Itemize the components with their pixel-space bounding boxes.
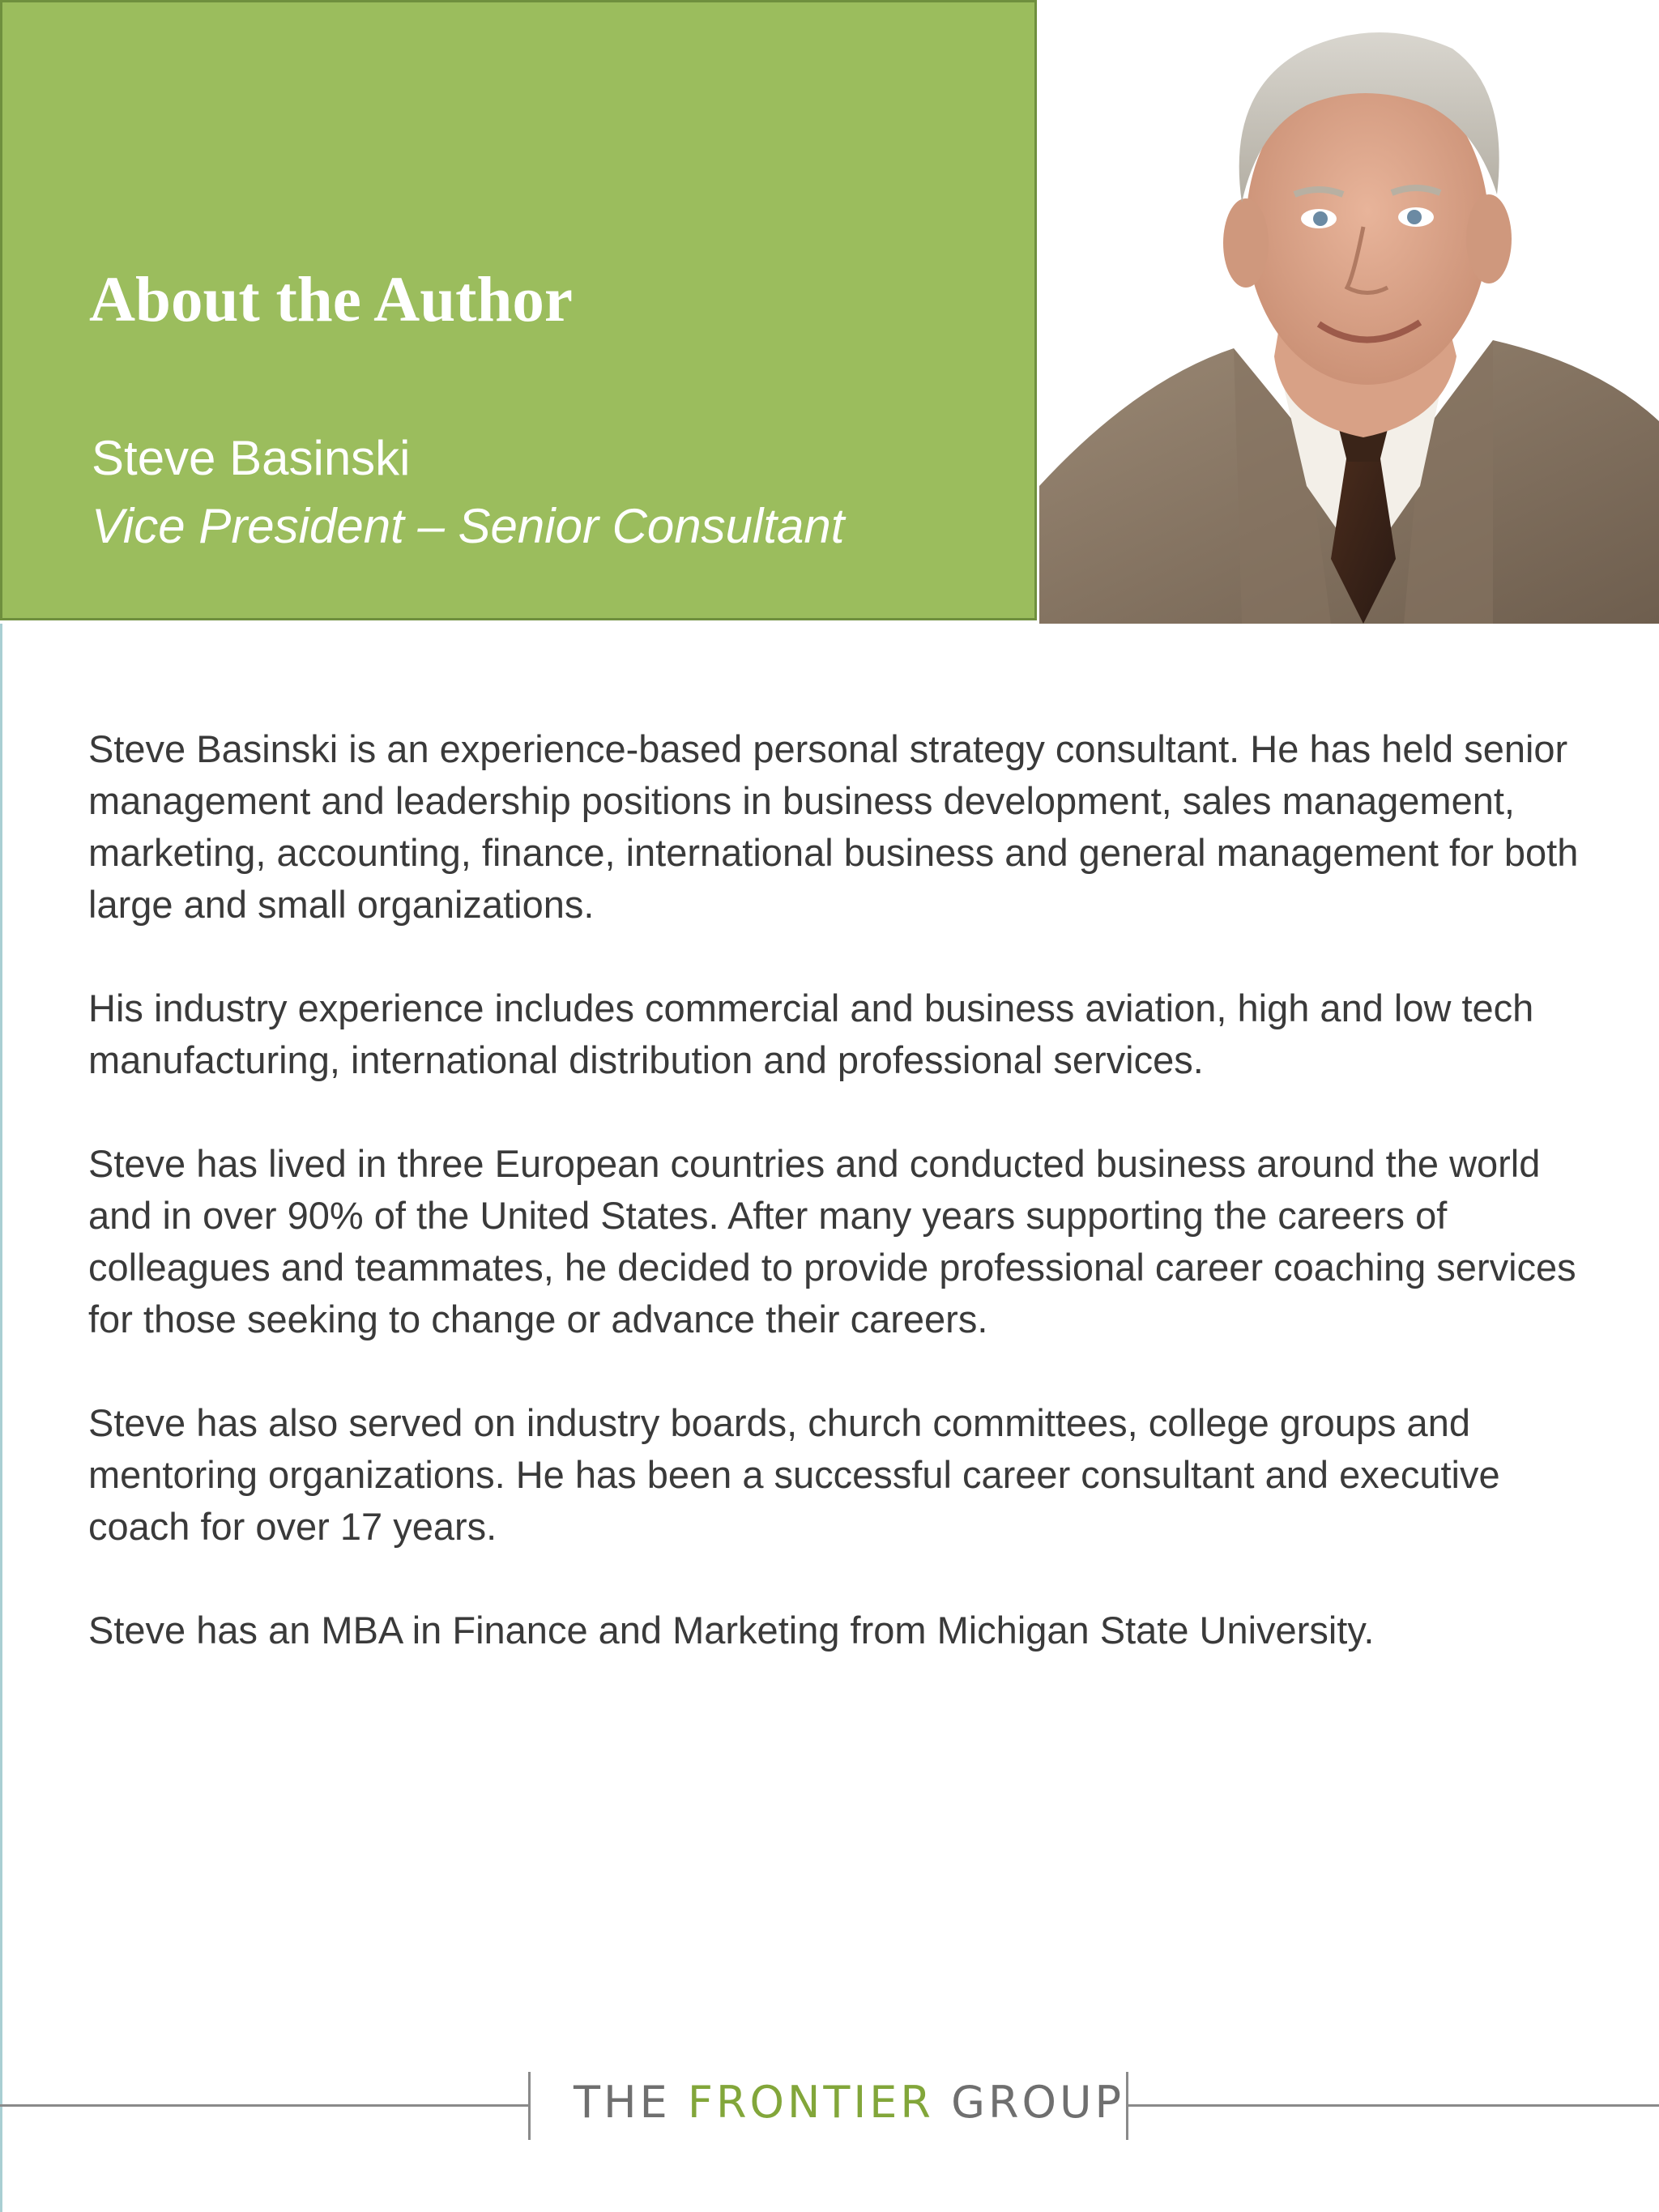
page-title: About the Author [89,265,573,335]
logo-word-frontier: FRONTIER [687,2077,934,2128]
frontier-group-logo [574,2077,1125,2128]
bio-paragraph: Steve Basinski is an experience-based personal strategy consultant. He has held senior management and leadership positions in business development, sales management, marketing, accounting, finance, international business and general management for both large and small organizations. [88,727,1579,926]
bio-paragraph: Steve has an MBA in Finance and Marketing from Michigan State University. [88,1609,1375,1652]
left-accent-line [0,624,2,2212]
logo-word-group: GROUP [951,2077,1125,2128]
author-role: Vice President – Senior Consultant [92,499,845,553]
author-name: Steve Basinski [92,431,411,485]
author-header-panel [0,0,1037,620]
footer-divider-left [0,2104,528,2107]
footer-divider-right [1128,2104,1659,2107]
footer-tick-left [528,2072,531,2140]
bio-paragraph: His industry experience includes commercial and business aviation, high and low tech manufacturing, international distribution and professional services. [88,987,1534,1081]
author-bio [88,723,1611,1708]
bio-paragraph: Steve has also served on industry boards, church committees, college groups and mentoring organizations. He has been a successful career consultant and executive coach for over 17 years. [88,1401,1500,1548]
logo-word-the: THE [574,2077,671,2128]
footer-brand [0,2061,1659,2150]
author-portrait-photo [1039,0,1659,624]
bio-paragraph: Steve has lived in three European countries and conducted business around the world and in over 90% of the United States. After many years supporting the careers of colleagues and teammates, he decided to provide professional career coaching services for those seeking to change or advance their careers. [88,1142,1576,1340]
